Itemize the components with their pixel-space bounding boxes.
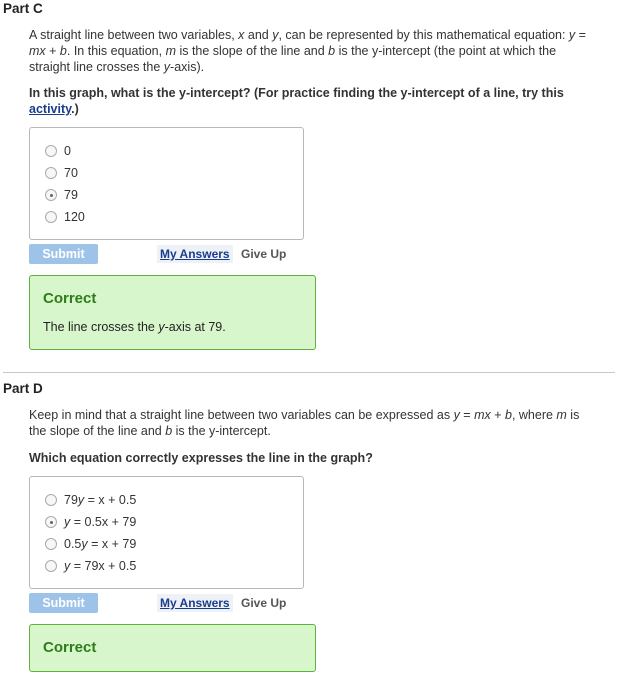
part-c-submit-button[interactable]: Submit (29, 244, 98, 264)
part-c-choices (29, 127, 304, 240)
radio-button[interactable] (45, 167, 57, 179)
part-d-give-up-link[interactable]: Give Up (241, 596, 287, 610)
part-c-my-answers-link[interactable]: My Answers (157, 245, 233, 263)
radio-button[interactable] (45, 560, 57, 572)
radio-button-selected[interactable] (45, 189, 57, 201)
part-d-question: Which equation correctly expresses the line in the graph? (29, 451, 373, 465)
part-c-give-up-link[interactable]: Give Up (241, 247, 287, 261)
choice-70[interactable]: 70 (45, 164, 78, 182)
radio-button-selected[interactable] (45, 516, 57, 528)
radio-button[interactable] (45, 145, 57, 157)
part-c-title: Part C (3, 1, 43, 16)
part-d-title: Part D (3, 381, 43, 396)
choice-eq-1[interactable]: 79y = x + 0.5 (45, 491, 136, 509)
radio-button[interactable] (45, 211, 57, 223)
part-c-question: In this graph, what is the y-intercept? (For practice finding the y-intercept of a line, try this activity.) (29, 86, 564, 116)
feedback-message: The line crosses the y-axis at 79. (43, 320, 226, 334)
radio-button[interactable] (45, 494, 57, 506)
part-d-choices (29, 476, 304, 589)
activity-link[interactable]: activity (29, 102, 72, 116)
part-d-submit-button[interactable]: Submit (29, 593, 98, 613)
choice-eq-4[interactable]: y = 79x + 0.5 (45, 557, 136, 575)
part-c-intro: A straight line between two variables, x and y, can be represented by this mathematical equation: y = mx + b. In this equation, m is the slope of the line and b is the y-intercept (the point at which the straight line crosses the y-axis). (29, 28, 586, 74)
choice-0[interactable]: 0 (45, 142, 71, 160)
feedback-title: Correct (43, 290, 97, 307)
radio-button[interactable] (45, 538, 57, 550)
choice-eq-3[interactable]: 0.5y = x + 79 (45, 535, 136, 553)
section-divider (3, 372, 615, 373)
feedback-title: Correct (43, 639, 97, 656)
choice-eq-2[interactable]: y = 0.5x + 79 (45, 513, 136, 531)
part-d-intro: Keep in mind that a straight line between two variables can be expressed as y = mx + b, where m is the slope of the line and b is the y-intercept. (29, 408, 580, 438)
part-d-feedback (29, 624, 316, 672)
part-c-feedback (29, 275, 316, 350)
part-d-my-answers-link[interactable]: My Answers (157, 594, 233, 612)
choice-79[interactable]: 79 (45, 186, 78, 204)
choice-120[interactable]: 120 (45, 208, 85, 226)
